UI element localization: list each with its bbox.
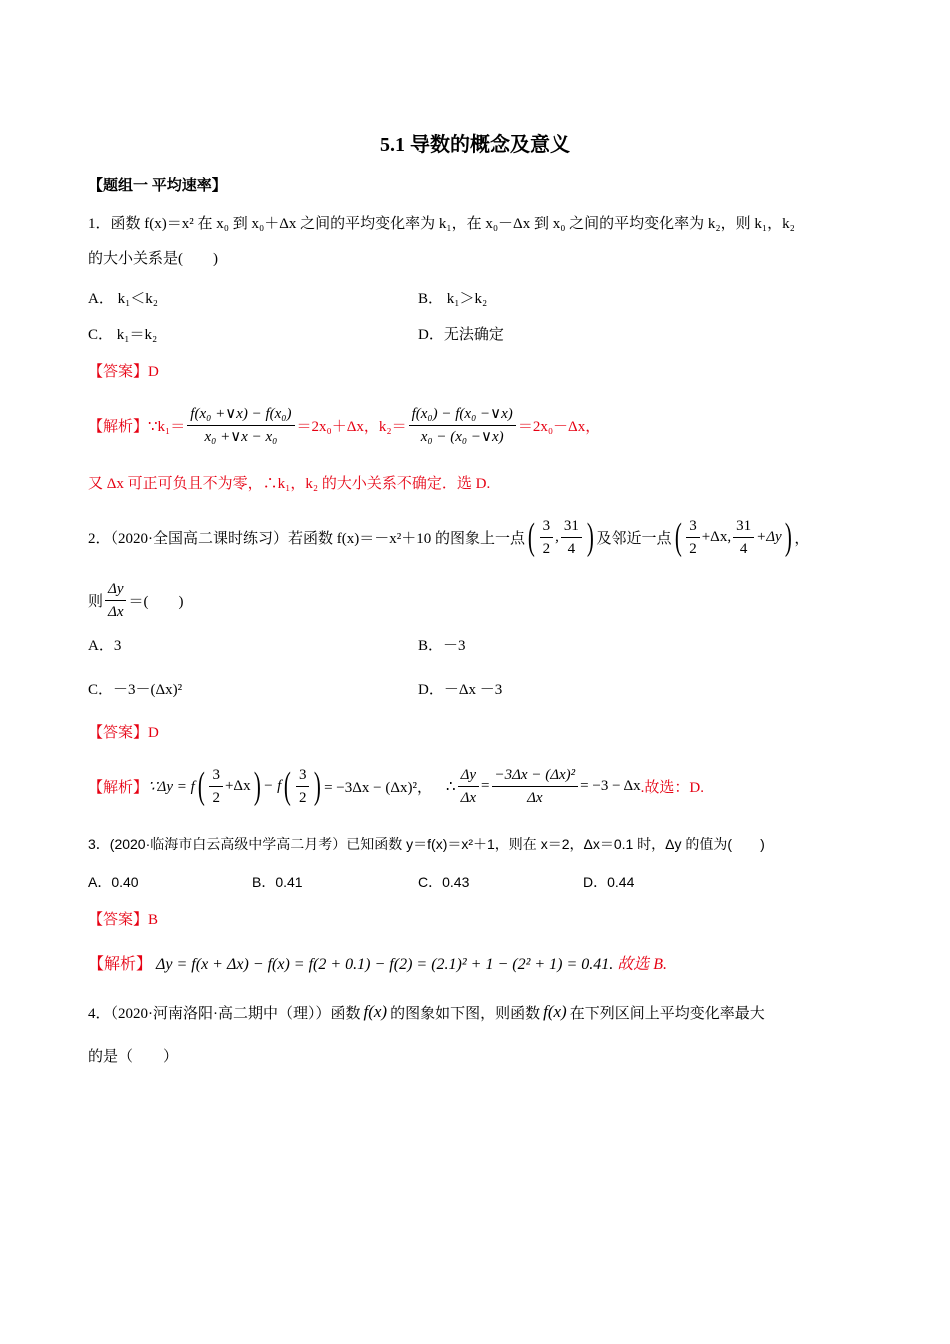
q2-stem-prefix: 2．（2020·全国高二课时练习）若函数 f(x)＝－x²＋10 的图象上一点 (88, 530, 525, 547)
q1-sol-end: ＝2x₀－Δx， (517, 418, 601, 435)
analysis-label: 【解析】 (88, 779, 149, 796)
q2-p2-a-den: 2 (212, 789, 220, 806)
q1-option-d: D．无法确定 (418, 327, 504, 343)
q2-p2-b-num: 31 (733, 517, 754, 538)
q4-stem-line1 (88, 999, 765, 1025)
q3-option-b: B．0.41 (252, 874, 303, 890)
q3-option-d: D．0.44 (583, 874, 635, 890)
q2-line2-pre: 则 (88, 593, 104, 610)
q2-ratio (105, 580, 126, 621)
q1-sol-frac1-num: f(x₀ +∨x) − f(x₀) (187, 405, 294, 426)
q2-sol-d: = −3Δx − (Δx)²， (324, 779, 433, 796)
paren-close: ) (586, 516, 594, 558)
q1-option-c: C． k₁＝k₂ (88, 327, 158, 343)
q2-stem-line2 (88, 578, 183, 622)
q1-option-b: B． k₁＞k₂ (418, 291, 488, 307)
q2-p1-a-num: 3 (540, 517, 554, 538)
q3-option-c: C．0.43 (418, 874, 470, 890)
q2-option-d: D．－Δx －3 (418, 682, 503, 698)
q2-ratio-den: Δx (108, 603, 124, 620)
q2-sol-i: .故选：D. (640, 779, 704, 796)
q3-sol-eq: Δy = f(x + Δx) − f(x) = f(2 + 0.1) − f(2) = (2.1)² + 1 − (2² + 1) = 0.41. (156, 956, 614, 973)
q2-stem-mid: 及邻近一点 (596, 530, 672, 547)
q2-sol-frac-f (458, 766, 479, 807)
q2-option-c: C．－3－(Δx)² (88, 682, 183, 698)
q3-sol-tail: 故选 B. (617, 956, 668, 973)
q2-sol-h: = −3 − Δx (580, 777, 641, 794)
q2-answer (88, 721, 159, 742)
q2-p2-a-num: 3 (209, 766, 223, 787)
q4-line1-b: 的图象如下图，则函数 (390, 1005, 541, 1022)
q4-line1-a: 4．（2020·河南洛阳·高二期中（理））函数 (88, 1005, 361, 1022)
q1-answer-value: D (148, 364, 159, 380)
q2-p2-a-den: 2 (689, 540, 697, 557)
q2-sol-b: +Δx (224, 777, 251, 794)
q2-p2-b-den: 4 (739, 540, 748, 557)
q1-option-a: A． k₁＜k₂ (88, 291, 159, 307)
paren-open: ( (197, 765, 205, 807)
q2-sol-f-den: Δx (460, 789, 477, 806)
q3-solution (88, 951, 667, 974)
answer-label: 【答案】 (88, 364, 149, 380)
q4-fx: f(x) (363, 1002, 388, 1021)
q1-sol-frac2-num: f(x₀) − f(x₀ −∨x) (409, 405, 516, 426)
q2-p1-b-den: 4 (567, 540, 576, 557)
q1-stem-line2: 的大小关系是( ) (88, 251, 218, 267)
q2-p1-a-den: 2 (542, 540, 551, 557)
q4-line1-c: 在下列区间上平均变化率最大 (569, 1005, 765, 1022)
q2-option-a: A．3 (88, 638, 122, 654)
q2-p2-a-num: 3 (686, 517, 700, 538)
q1-solution-line2: 又 Δx 可正可负且不为零，∴k₁，k₂ 的大小关系不确定．选 D. (88, 476, 491, 492)
q2-p1-a-num: 3 (296, 766, 310, 787)
analysis-label: 【解析】 (88, 418, 149, 435)
q1-solution (88, 400, 600, 450)
paren-open: ( (674, 516, 682, 558)
q2-point1-y (561, 517, 582, 558)
q2-solution: 【解析】 ∵Δy = f ( $\frac{3}{2}$ +Δx ) − f ( $\frac{3}{2}$ ) = −3Δx − (Δx)²， ∴ $\frac{\Delta y}{\Delta x}$ = $\frac{\text{−3Δx − (Δx)²}}{\Delta x}$ = −3 − Δx .故选：D. (88, 765, 704, 807)
q1-sol-frac2-den: x₀ − (x₀ −∨x) (420, 428, 504, 445)
q2-p1-b-num: 31 (561, 517, 582, 538)
q2-sol-frac-g (492, 766, 579, 807)
q2-sol-frac-3-2 (209, 766, 223, 807)
q2-p1-a-den: 2 (298, 789, 307, 806)
group-heading: 【题组一 平均速率】 (88, 178, 227, 194)
analysis-label: 【解析】 (88, 956, 153, 973)
q2-sol-a: ∵Δy = f (148, 778, 195, 795)
q2-sol-g-num: −3Δx − (Δx)² (492, 766, 579, 787)
paren-open: ( (284, 765, 292, 807)
q2-option-b: B．－3 (418, 638, 466, 654)
q2-sol-e: ∴ (446, 778, 456, 795)
q4-stem-line2: 的是（ ） (88, 1049, 179, 1065)
q1-stem-line1: 1．函数 f(x)＝x² 在 x₀ 到 x₀＋Δx 之间的平均变化率为 k₁，在 x₀－Δx 到 x₀ 之间的平均变化率为 k₂，则 k₁，k₂ (88, 216, 795, 232)
q2-sol-frac-3-2b (296, 766, 310, 807)
q2-sol-c: − f (263, 777, 282, 794)
q2-point1-x (540, 517, 554, 558)
page-title: 5.1 导数的概念及意义 (380, 134, 570, 156)
q1-sol-fraction-2 (409, 405, 516, 446)
q2-sol-g-den: Δx (527, 789, 543, 806)
answer-label: 【答案】 (88, 725, 149, 741)
answer-label: 【答案】 (88, 912, 149, 928)
q2-stem-end: ， (794, 530, 810, 547)
q3-stem: 3．(2020·临海市白云高级中学高二月考）已知函数 y＝f(x)＝x²＋1，则在 x＝2，Δx＝0.1 时，Δy 的值为( ) (88, 836, 765, 852)
q2-p2-a-tail: +Δx, (701, 528, 732, 545)
q4-fx-2: f(x) (543, 1002, 567, 1021)
q2-sol-f-num: Δy (458, 766, 479, 787)
q2-answer-value: D (148, 725, 159, 741)
q2-ratio-num: Δy (105, 580, 126, 601)
q1-sol-prefix: ∵k₁＝ (148, 418, 186, 435)
q1-sol-fraction-1 (187, 405, 294, 446)
q3-answer-value: B (148, 912, 159, 928)
q1-answer (88, 360, 159, 381)
q2-line2-post: ＝( ) (128, 593, 184, 610)
q3-answer (88, 908, 158, 929)
q2-stem-line1: 2．（2020·全国高二课时练习）若函数 f(x)＝－x²＋10 的图象上一点 ( $\frac{3}{2}$ , $\frac{31}{4}$ ) 及邻近一点 ( $\frac{3}{2}$ +Δx, $\frac{31}{4}$ +Δy ) ， (88, 516, 810, 558)
q2-point2-x-frac (686, 517, 700, 558)
paren-open: ( (527, 516, 535, 558)
paren-close: ) (314, 765, 322, 807)
q1-sol-frac1-den: x₀ +∨x − x₀ (204, 428, 278, 445)
paren-close: ) (784, 516, 792, 558)
q3-option-a: A．0.40 (88, 874, 139, 890)
q2-point2-y-frac (733, 517, 754, 558)
q1-sol-mid: ＝2x₀＋Δx，k₂＝ (296, 418, 407, 435)
q2-p2-b-tail: +Δy (756, 528, 782, 545)
paren-close: ) (253, 765, 261, 807)
